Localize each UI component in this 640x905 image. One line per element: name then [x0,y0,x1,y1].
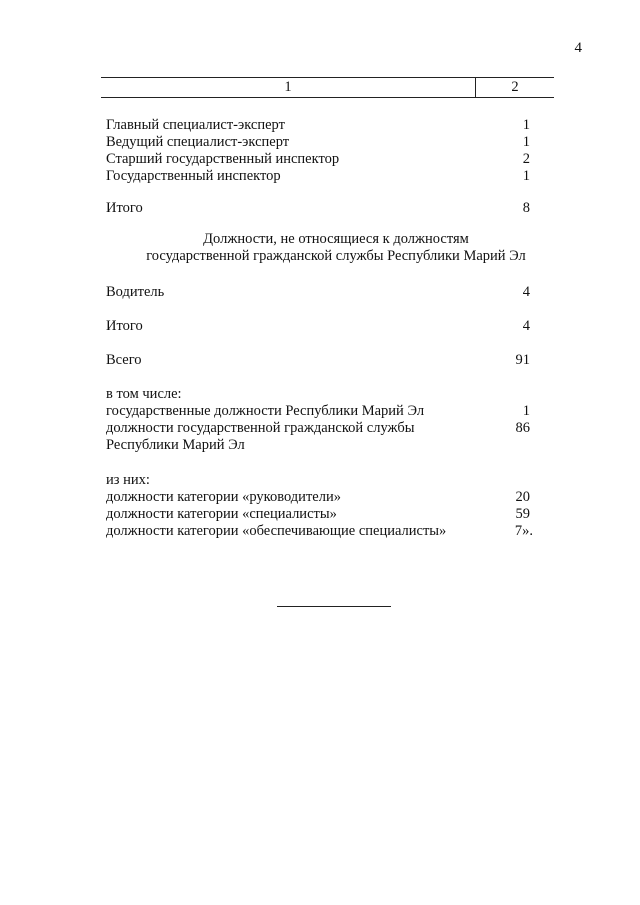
column-header-2: 2 [511,79,519,95]
breakdown-count: 1 [522,403,530,419]
of-them-label: из них: [106,472,150,488]
position-count: 1 [522,134,530,150]
position-count: 2 [522,151,530,167]
position-name: Государственный инспектор [106,168,281,184]
column-header-1: 1 [101,78,476,97]
position-name: Старший государственный инспектор [106,151,340,167]
subtotal-row [106,199,530,217]
subtotal-value: 4 [522,318,530,334]
subtotal-row [106,317,530,335]
position-row [106,116,530,134]
position-count: 1 [522,117,530,133]
position-row [106,150,530,168]
breakdown-row [106,402,530,420]
position-row [106,283,530,301]
table-header [101,77,554,98]
subtotal-label: Итого [106,200,143,216]
category-name: должности категории «руководители» [106,489,341,505]
page-number: 4 [574,40,582,56]
position-count: 4 [522,284,530,300]
category-count: 20 [515,489,530,505]
including-label: в том числе: [106,386,182,402]
position-row [106,133,530,151]
position-name: Водитель [106,284,165,300]
category-name: должности категории «обеспечивающие специалисты» [106,523,447,539]
section-heading-line-2: государственной гражданской службы Республики Марий Эл [146,248,526,264]
subtotal-label: Итого [106,318,143,334]
category-count: 7». [514,523,533,539]
position-name: Ведущий специалист-эксперт [106,134,290,150]
category-row [106,505,530,523]
grand-total-label: Всего [106,352,142,368]
category-count: 59 [515,506,530,522]
category-row [106,522,533,540]
breakdown-name: должности государственной гражданской службы [106,420,415,436]
category-row [106,488,530,506]
category-name: должности категории «специалисты» [106,506,337,522]
breakdown-name-continued: Республики Марий Эл [106,437,245,453]
breakdown-count: 86 [515,420,530,436]
breakdown-row [106,419,530,437]
breakdown-name: государственные должности Республики Марий Эл [106,403,425,419]
grand-total-row [106,351,530,369]
document-end-line [277,606,391,607]
position-row [106,167,530,185]
subtotal-value: 8 [522,200,530,216]
position-count: 1 [522,168,530,184]
grand-total-value: 91 [515,352,530,368]
position-name: Главный специалист-эксперт [106,117,285,133]
section-heading-line-1: Должности, не относящиеся к должностям [203,231,469,247]
